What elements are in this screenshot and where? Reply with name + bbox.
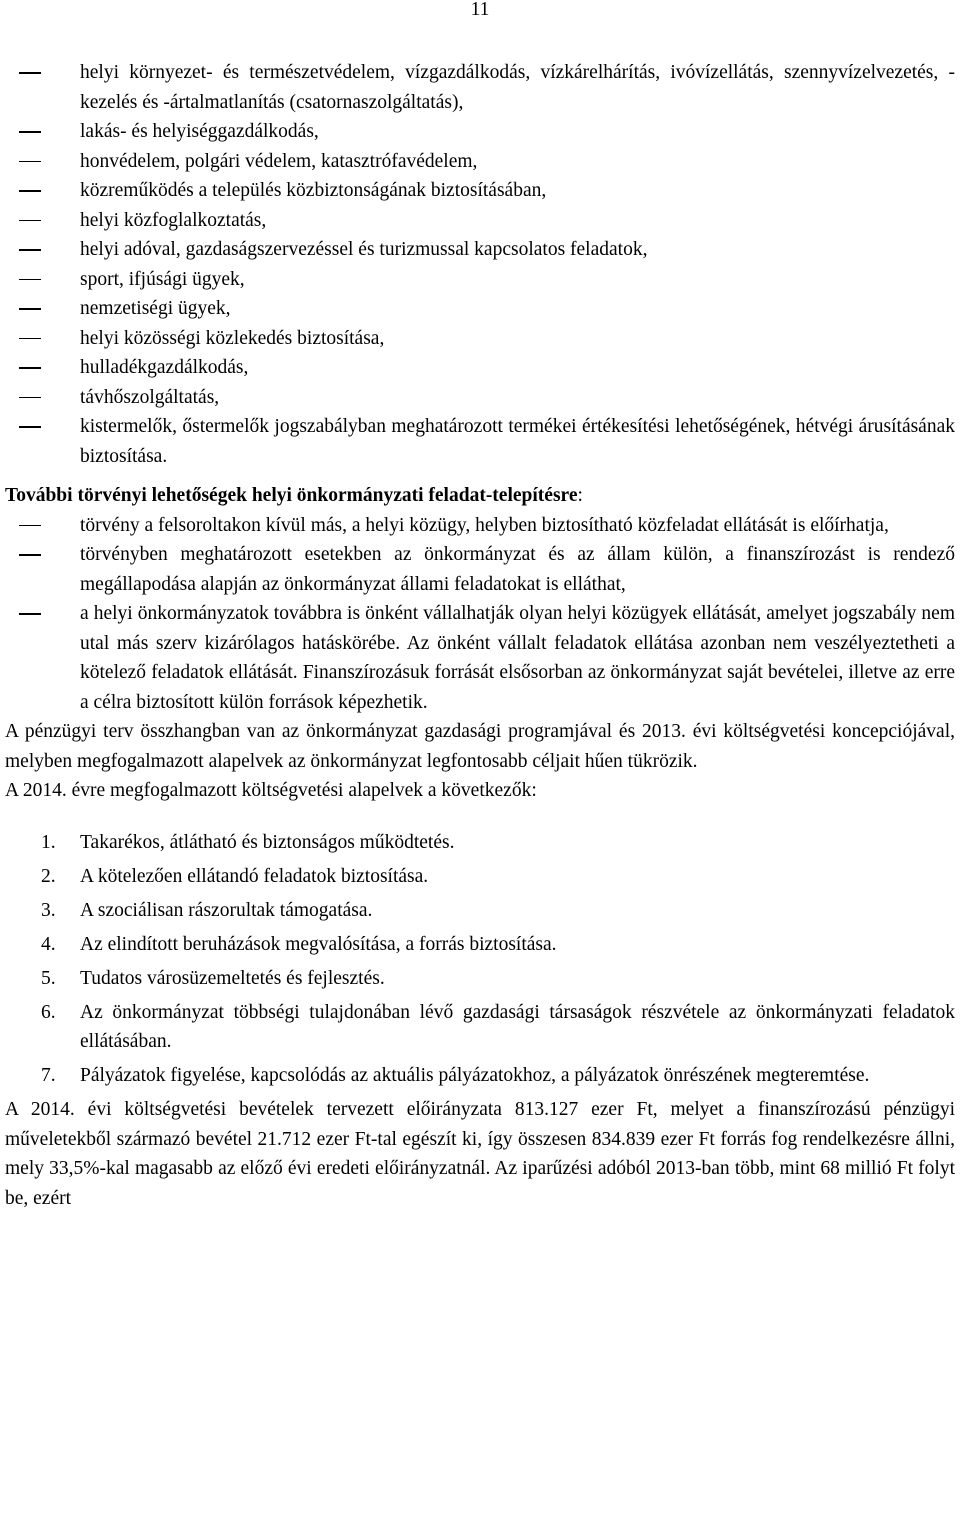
item-number: 2. (41, 865, 56, 887)
list-item: távhőszolgáltatás, (5, 383, 955, 413)
page-number: 11 (470, 0, 490, 20)
dash-bullet-icon (19, 338, 41, 340)
list-item: helyi közösségi közlekedés biztosítása, (5, 324, 955, 354)
list-item: közreműködés a település közbiztonságának biztosításában, (5, 176, 955, 206)
list-item: 3. A szociálisan rászorultak támogatása. (5, 896, 955, 926)
item-number: 5. (41, 967, 56, 989)
list-item: lakás- és helyiséggazdálkodás, (5, 117, 955, 147)
dash-bullet-icon (19, 426, 41, 428)
dash-bullet-icon (19, 367, 41, 369)
list-item: helyi adóval, gazdaságszervezéssel és turizmussal kapcsolatos feladatok, (5, 235, 955, 265)
task-list-top (5, 58, 955, 471)
paragraph-plan: A pénzügyi terv összhangban van az önkormányzat gazdasági programjával és 2013. évi költségvetési koncepciójával, melyben megfogalmazott alapelvek az önkormányzat legfontosabb céljait hűen tükrözik. (5, 721, 955, 772)
dash-bullet-icon (19, 131, 41, 133)
task-list-section (5, 511, 955, 718)
principles-list (5, 828, 955, 1091)
section-heading-bold: További törvényi lehetőségek helyi önkormányzati feladat-telepítésre (5, 485, 578, 506)
item-number: 4. (41, 933, 56, 955)
list-item: sport, ifjúsági ügyek, (5, 265, 955, 295)
paragraph-revenue: A 2014. évi költségvetési bevételek tervezett előirányzata 813.127 ezer Ft, melyet a finanszírozású pénzügyi műveletekből származó bevétel 21.712 ezer Ft-tal egészít ki, így összesen 834.839 ezer Ft forrás fog rendelkezésre állni, mely 33,5%-kal magasabb az előző évi eredeti előirányzatnál. Az iparűzési adóból 2013-ban több, mint 68 millió Ft folyt be, ezért (5, 1099, 955, 1209)
dash-bullet-icon (19, 308, 41, 310)
dash-bullet-icon (19, 554, 41, 556)
list-item: 2. A kötelezően ellátandó feladatok biztosítása. (5, 862, 955, 892)
list-item: kistermelők, őstermelők jogszabályban meghatározott termékei értékesítési lehetőségének, hétvégi árusításának biztosítása. (5, 412, 955, 471)
list-item: 1. Takarékos, átlátható és biztonságos működtetés. (5, 828, 955, 858)
section-heading (5, 481, 955, 511)
dash-bullet-icon (19, 72, 41, 74)
dash-bullet-icon (19, 190, 41, 192)
list-item: hulladékgazdálkodás, (5, 353, 955, 383)
item-number: 6. (41, 1001, 56, 1023)
list-item: törvényben meghatározott esetekben az önkormányzat és az állam külön, a finanszírozást is rendező megállapodása alapján az önkormányzat állami feladatokat is elláthat, (5, 540, 955, 599)
document-body (5, 58, 955, 1213)
list-item: 6. Az önkormányzat többségi tulajdonában lévő gazdasági társaságok részvétele az önkormányzati feladatok ellátásában. (5, 998, 955, 1057)
dash-bullet-icon (19, 397, 41, 399)
dash-bullet-icon (19, 161, 41, 163)
dash-bullet-icon (19, 220, 41, 222)
list-item: 4. Az elindított beruházások megvalósítása, a forrás biztosítása. (5, 930, 955, 960)
list-item: honvédelem, polgári védelem, katasztrófavédelem, (5, 147, 955, 177)
dash-bullet-icon (19, 525, 41, 527)
list-item: a helyi önkormányzatok továbbra is önként vállalhatják olyan helyi közügyek ellátását, amelyet jogszabály nem utal más szerv kizárólagos hatáskörébe. Az önként vállalt feladatok ellátása azonban nem veszélyeztetheti a kötelező feladatok ellátását. Finanszírozásuk forrását elsősorban az önkormányzat saját bevételei, illetve az erre a célra biztosított külön források képezhetik. (5, 599, 955, 717)
list-item: helyi közfoglalkoztatás, (5, 206, 955, 236)
dash-bullet-icon (19, 279, 41, 281)
item-number: 7. (41, 1065, 56, 1086)
item-number: 1. (41, 831, 56, 853)
list-item: nemzetiségi ügyek, (5, 294, 955, 324)
section-heading-tail: : (577, 485, 583, 506)
list-item: 5. Tudatos városüzemeltetés és fejlesztés. (5, 964, 955, 994)
dash-bullet-icon (19, 249, 41, 251)
list-item: helyi környezet- és természetvédelem, vízgazdálkodás, vízkárelhárítás, ivóvízellátás, szennyvízelvezetés, -kezelés és -ártalmatlanítás (csatornaszolgáltatás), (5, 58, 955, 117)
dash-bullet-icon (19, 613, 41, 615)
item-number: 3. (41, 899, 56, 921)
list-item: 7. Pályázatok figyelése, kapcsolódás az aktuális pályázatokhoz, a pályázatok önrészének megteremtése. (5, 1061, 955, 1091)
paragraph-principles-intro: A 2014. évre megfogalmazott költségvetési alapelvek a következők: (5, 780, 537, 801)
list-item: törvény a felsoroltakon kívül más, a helyi közügy, helyben biztosítható közfeladat ellátását is előírhatja, (5, 511, 955, 541)
